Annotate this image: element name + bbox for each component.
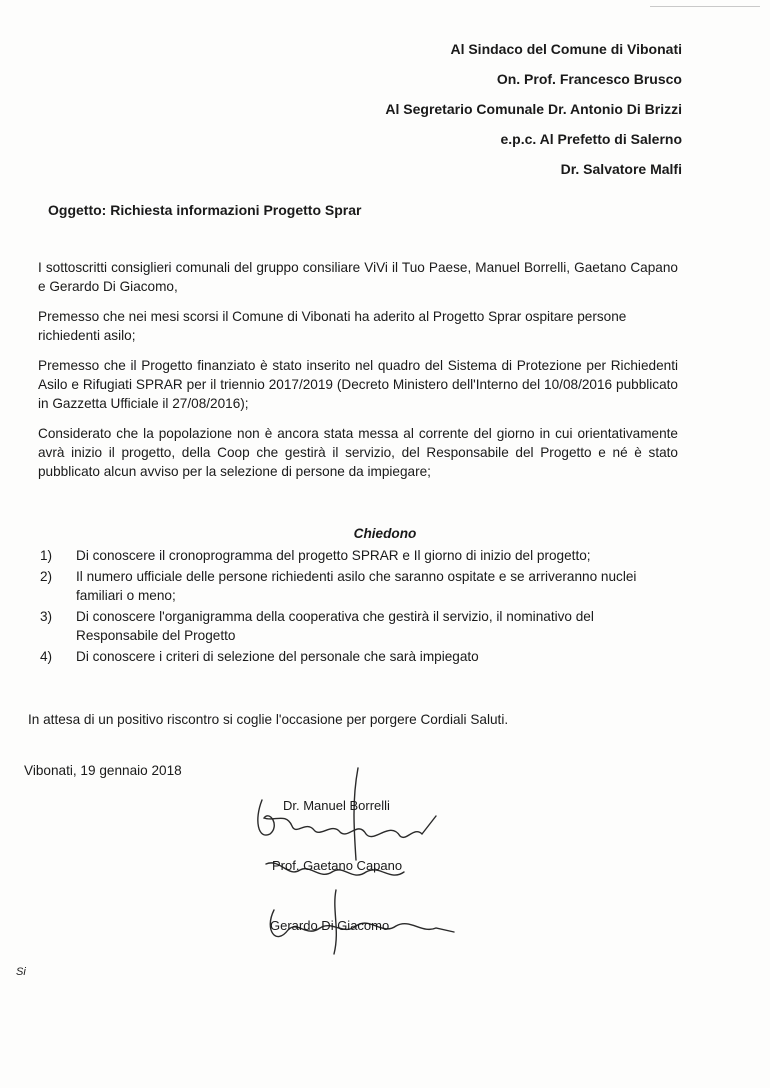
paragraph-premise-2: Premesso che il Progetto finanziato è stato inserito nel quadro del Sistema di Protezione per Richiedenti Asilo e Rifugiati SPRAR per il triennio 2017/2019 (Decreto Ministero dell'Interno del 10/08/2016 pubblicato in Gazzetta Ufficiale il 27/08/2016);: [38, 358, 678, 411]
list-item: [40, 607, 660, 645]
list-item: [40, 647, 660, 666]
paragraph-intro: I sottoscritti consiglieri comunali del gruppo consiliare ViVi il Tuo Paese, Manuel Borrelli, Gaetano Capano e Gerardo Di Giacomo,: [38, 260, 678, 294]
paragraph-considered: Considerato che la popolazione non è ancora stata messa al corrente del giorno in cui orientativamente avrà inizio il progetto, della Coop che gestirà il servizio, del Responsabile del Progetto e né è stato pubblicato alcun avviso per la selezione di persone da impiegare;: [38, 426, 678, 479]
list-item-number: 4): [40, 649, 53, 664]
list-item-number: 1): [40, 548, 53, 563]
list-item-number: 2): [40, 569, 53, 584]
closing-line: In attesa di un positivo riscontro si coglie l'occasione per porgere Cordiali Saluti.: [28, 712, 509, 727]
list-item-text: Di conoscere i criteri di selezione del personale che sarà impiegato: [76, 649, 479, 664]
list-item: [40, 546, 660, 565]
footer-mark: Si: [16, 966, 26, 978]
paragraph-premise-1: Premesso che nei mesi scorsi il Comune di Vibonati ha aderito al Progetto Sprar ospitare persone richiedenti asilo;: [38, 309, 627, 343]
request-heading: Chiedono: [353, 526, 417, 541]
list-item-text: Il numero ufficiale delle persone richiedenti asilo che saranno ospitate e se arriveranno nuclei familiari o meno;: [76, 569, 637, 603]
addressee-line-secretary: Al Segretario Comunale Dr. Antonio Di Brizzi: [385, 101, 682, 117]
addressee-line-prefect-name: Dr. Salvatore Malfi: [560, 161, 682, 177]
signatory-2: Prof. Gaetano Capano: [272, 858, 403, 873]
scan-artifact-line: [650, 6, 760, 7]
subject-line: Oggetto: Richiesta informazioni Progetto Sprar: [48, 202, 362, 218]
request-list: [40, 546, 660, 668]
addressee-line-mayor: Al Sindaco del Comune di Vibonati: [450, 41, 682, 57]
addressee-line-mayor-name: On. Prof. Francesco Brusco: [496, 71, 682, 87]
signatory-1: Dr. Manuel Borrelli: [283, 798, 390, 813]
addressee-block: [385, 34, 682, 184]
signature-stroke-2: [354, 768, 358, 860]
list-item: [40, 567, 660, 605]
addressee-line-prefect: e.p.c. Al Prefetto di Salerno: [500, 131, 682, 147]
list-item-text: Di conoscere il cronoprogramma del progetto SPRAR e Il giorno di inizio del progetto;: [76, 548, 591, 563]
list-item-text: Di conoscere l'organigramma della cooperativa che gestirà il servizio, il nominativo del Responsabile del Progetto: [76, 609, 594, 643]
list-item-number: 3): [40, 609, 53, 624]
signatory-3: Gerardo Di Giacomo: [270, 918, 390, 933]
place-date: Vibonati, 19 gennaio 2018: [24, 763, 182, 778]
